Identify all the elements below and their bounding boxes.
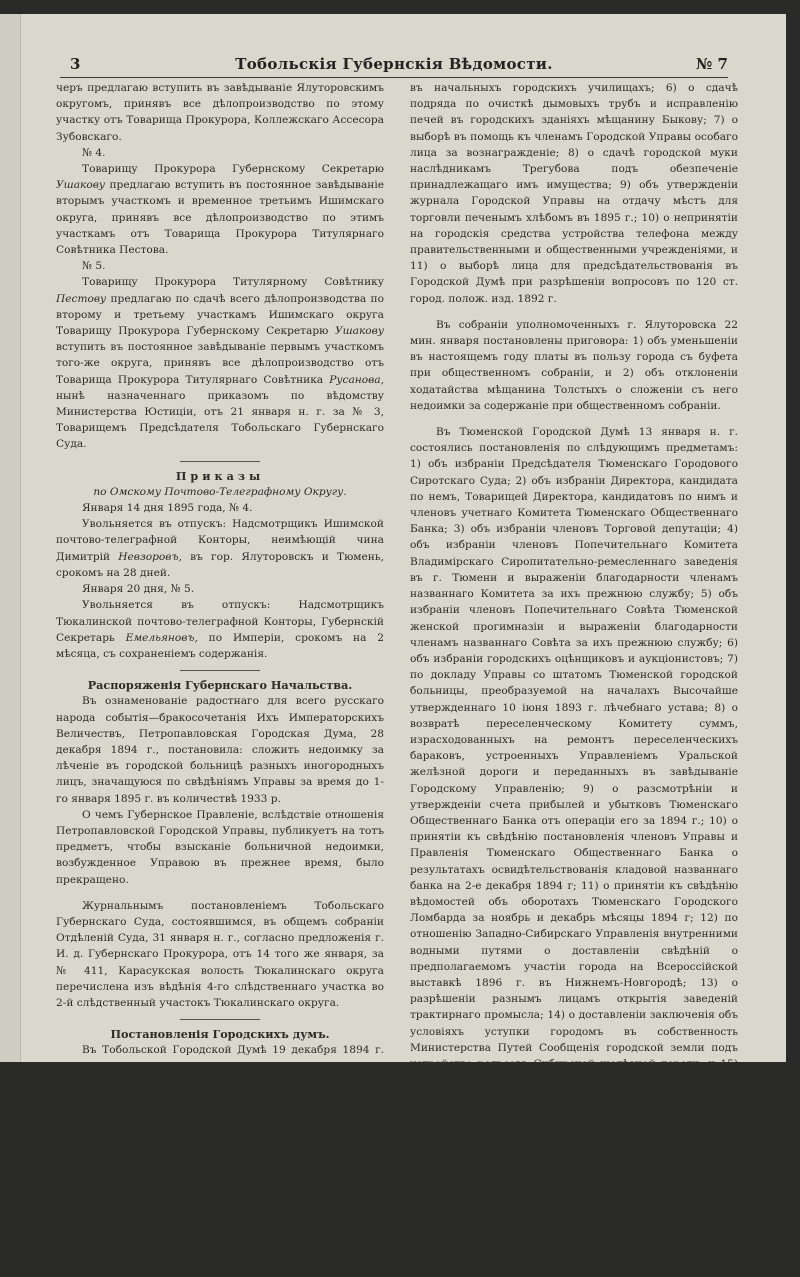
paragraph: Въ собраніи уполномоченныхъ г. Ялуторовска 22 мин. января постановлены приговора: 1) объ уменьшеніи въ настоящемъ году платы въ пользу города съ буфета при общественномъ собраніи, и 2) объ отклоненіи ходатайства мѣщанина Толстыхъ о сложеніи съ него недоимки за содержаніе при общественномъ собраніи. — [410, 318, 738, 412]
section-heading: Приказы — [175, 468, 265, 483]
text: Товарищу Прокурора Титулярному Совѣтнику — [82, 276, 384, 289]
right-column — [410, 80, 738, 1277]
paragraph — [56, 597, 384, 662]
order-number: № 4. — [82, 146, 106, 159]
name: Пестову — [56, 292, 107, 305]
newspaper-title: Тобольскія Губернскія Вѣдомости. — [235, 55, 553, 73]
page-header — [60, 55, 728, 78]
text: Увольняется въ отпускъ: Надсмотрщикъ Тюкалинской почтово-телеграфной Конторы, Губернскій Секретарь — [56, 599, 384, 644]
paragraph — [56, 161, 384, 258]
date-line: Января 20 дня, № 5. — [82, 583, 195, 596]
paragraph: О чемъ Губернское Правленіе, вслѣдствіе отношенія Петропавловской Городской Управы, публикуетъ на тотъ предметъ, чтобы взысканіе больничной недоимки, возбужденное Управою въ прежнее время, было прекращено. — [56, 808, 384, 886]
paragraph: Въ ознаменованіе радостнаго для всего русскаго народа событія—бракосочетанія Ихъ Императорскихъ Величествъ, Петропавловская Городская Дума, 28 декабря 1894 г., постановила: сложить недоимку за лѣченіе въ городской больницѣ разныхъ иногородныхъ лицъ, значащуюся по свѣдѣніямъ Управы за время до 1-го января 1895 г. въ количествѣ 1933 р. — [56, 695, 384, 805]
left-column — [56, 80, 384, 1221]
text: вступить въ постоянное завѣдываніе первымъ участкомъ того-же округа, принявъ все дѣлопроизводство отъ Товарища Прокурора Титулярнаго Совѣтника — [56, 341, 384, 386]
adjacent-page-edge — [0, 14, 21, 1062]
section-heading: Постановленія Городскихъ думъ. — [110, 1027, 330, 1042]
paragraph — [56, 274, 384, 452]
name: Невзоровъ, — [118, 550, 182, 563]
name: Ушакову — [334, 325, 384, 338]
paragraph: Журнальнымъ постановленіемъ Тобольскаго Губернскаго Суда, состоявшимся, въ общемъ собраніи Отдѣленій Суда, 31 января н. г., согласно предложенія г. И. д. Губернскаго Прокурора, отъ 14 того же января, за № 411, Карасукская волость Тюкалинскаго округа перечислена изъ вѣдѣнія 4-го слѣдственнаго участка во 2-й слѣдственный участокъ Тюкалинскаго округа. — [56, 899, 384, 1009]
name: Ушакову — [56, 179, 106, 192]
name: Емельяновъ, — [125, 631, 198, 644]
page-number: 3 — [70, 55, 81, 73]
order-number: № 5. — [82, 260, 106, 273]
date-line: Января 14 дня 1895 года, № 4. — [82, 502, 253, 515]
paragraph: Въ Тобольской Городской Думѣ 19 декабря 1894 г. состоялись постановленія по слѣдующимъ предметамъ: 1) о принятіи къ свѣдѣнію отзыва члена Управы Попова о согласіи его продолжать службу въ этой должности; 2) объ утвержденіи плана и смѣты на постройку 3-го приходскаго училища; 3) по обстоятельству о соглашеніи съ Начальникомъ Тобольскаго Исправительнаго арестантскаго Отдѣленія по предмету доставки воды на пожары въ ночное время; 4) по разсмотрѣнію смѣты о городскихъ расходахъ на 1895 годъ; 5) о назначеніи кредита на устройство елки для учащихся — [56, 1044, 384, 1219]
issue-number: № 7 — [696, 55, 728, 73]
paragraph: Въ Тюменской Городской Думѣ 13 января н. г. состоялись постановленія по слѣдующимъ предметамъ: 1) объ избраніи Предсѣдателя Тюменскаго Городового Сиротскаго Суда; 2) объ избраніи Директора, кандидата по немъ, Товарищей Директора, кандидатовъ по нимъ и членовъ учетнаго Комитета Тюменскаго Общественнаго Банка; 3) объ избраніи членовъ Торговой депутаціи; 4) объ избраніи членовъ Попечительнаго Комитета Владимірскаго Сиропитательно-ремесленнаго заведенія въ г. Тюмени и выраженіи благодарности членамъ названнаго Комитета за ихъ прежнюю службу; 5) объ избраніи членовъ Попечительнаго Совѣта Тюменской женской прогимназіи и выраженіи благодарности членамъ названнаго Совѣта за ихъ прежнюю службу; 6) объ избраніи городскихъ оцѣнщиковъ и аукціонистовъ; 7) по докладу Управы со штатомъ Тюменской городской больницы, преобразуемой на началахъ Высочайше утвержденнаго 10 іюня 1893 г. лѣчебнаго устава; 8) о возвратѣ переселенческому Комитету суммъ, израсходованныхъ на ремонтъ переселенческихъ бараковъ, устроенныхъ Управленіемъ Уральской желѣзной дороги и переданныхъ въ завѣдываніе Городскому Управленію; 9) о разсмотрѣніи и утвержденіи счета прибылей и убытковъ Тюменскаго Общественнаго Банка отъ операціи его за 1894 г.; 10) о принятіи къ свѣдѣнію постановленія членовъ Управы и Правленія Тюменскаго Общественнаго Банка о результатахъ освидѣтельствованія кладовой названнаго банка на 2-е декабря 1894 г; 11) о принятіи къ свѣдѣнію вѣдомостей объ оборотахъ Тюменскаго Городского Ломбарда за ноябрь и декабрь мѣсяцы 1894 г; 12) по отношенію Западно-Сибирскаго Управленія внутренними водными путями о доставленіи свѣдѣній о предполагаемомъ участіи города на Всероссійской выставкѣ 1896 г. въ Нижнемъ-Новгородѣ; 13) о разрѣшеніи разнымъ лицамъ открытія заведеній трактирнаго промысла; 14) о доставленіи заключенія объ условіяхъ уступки городомъ въ собственность Министерства Путей Сообщенія городской земли подъ устройство рельсовъ Сибирской желѣзной дороги, и 15) по поводу разницы въ счетахъ Городской Управы и Управленія Тюменскаго Уѣзднаго Воинскаго Начальника по поставкѣ дровъ для отопленія воинскихъ зданій въ 1893 г. — [410, 426, 738, 1135]
section-subheading: по Омскому Почтово-Телеграфному Округу. — [93, 485, 347, 498]
text: предлагаю по сдачѣ всего дѣлопроизводства по второму и третьему участкамъ Ишимскаго округа Товарищу Прокурора Губернскому Секретарю — [56, 292, 384, 338]
name: Русанова, — [329, 373, 384, 386]
section-divider — [180, 461, 260, 462]
text: Увольняется въ отпускъ: Надсмотрщикъ Ишимской почтово-телеграфной Конторы, неимѣющій чина Димитрій — [56, 518, 384, 563]
paragraph: въ начальныхъ городскихъ училищахъ; 6) о сдачѣ подряда по очисткѣ дымовыхъ трубъ и исправленію печей въ городскихъ зданіяхъ мѣщанину Быкову; 7) о выборѣ въ помощь къ членамъ Городской Управы особаго лица за вознагражденіе; 8) о сдачѣ городской муки наслѣдникамъ Трегубова подъ обезпеченіе принадлежащаго имъ имущества; 9) объ утвержденіи журнала Городской Управы на отдачу мѣстъ для торговли печенымъ хлѣбомъ въ 1895 г.; 10) о непринятіи на городскія средства устройства телефона между правительственными и общественными учрежденіями, и 11) о выборѣ лица для предсѣдательствованія въ Городской Думѣ при разрѣшеніи вопросовъ по 120 ст. город. полож. изд. 1892 г. — [410, 82, 738, 305]
text: нынѣ назначеннаго приказомъ по вѣдомству Министерства Юстиціи, отъ 21 января н. г. за № 3, Товарищемъ Предсѣдателя Тобольскаго Губернскаго Суда. — [56, 389, 384, 451]
text: въ гор. Ялуторовскъ и Тюмень, срокомъ на 28 дней. — [56, 550, 384, 579]
text: предлагаю вступить въ постоянное завѣдываніе вторымъ участкомъ и временное третьимъ Ишимскаго округа, принявъ все дѣлопроизводство по этимъ участкамъ отъ Товарища Прокурора Титулярнаго Совѣтника Пестова. — [56, 179, 384, 257]
paragraph — [56, 516, 384, 581]
paragraph: Въ Тюменской Городской Думѣ 19 января н. г. состоялись постановленія по слѣдующимъ предметамъ: 1) о сложеніи въ ознаменованіе Высокоторжественнаго дня бракосочетанія Ихъ Императорскихъ Величествъ Государя Императора Николая Александровича и Государыни Императрицы Александры Ѳеодоровны, больничной недоимки, накопившейся съ 1866 по 14 ноября 1894 г. въ суммѣ свыше 22000 р. за — [410, 1149, 738, 1275]
section-heading: Распоряженія Губернскаго Начальства. — [87, 678, 353, 693]
section-divider — [180, 670, 260, 671]
section-divider — [180, 1019, 260, 1020]
text: по Имперіи, срокомъ на 2 мѣсяца, съ сохраненіемъ содержанія. — [56, 631, 384, 660]
paragraph: черъ предлагаю вступить въ завѣдываніе Ялуторовскимъ округомъ, принявъ все дѣлопроизводство по этому участку отъ Товарища Прокурора, Коллежскаго Ассесора Зубовскаго. — [56, 82, 384, 143]
text: Товарищу Прокурора Губернскому Секретарю — [82, 163, 384, 176]
